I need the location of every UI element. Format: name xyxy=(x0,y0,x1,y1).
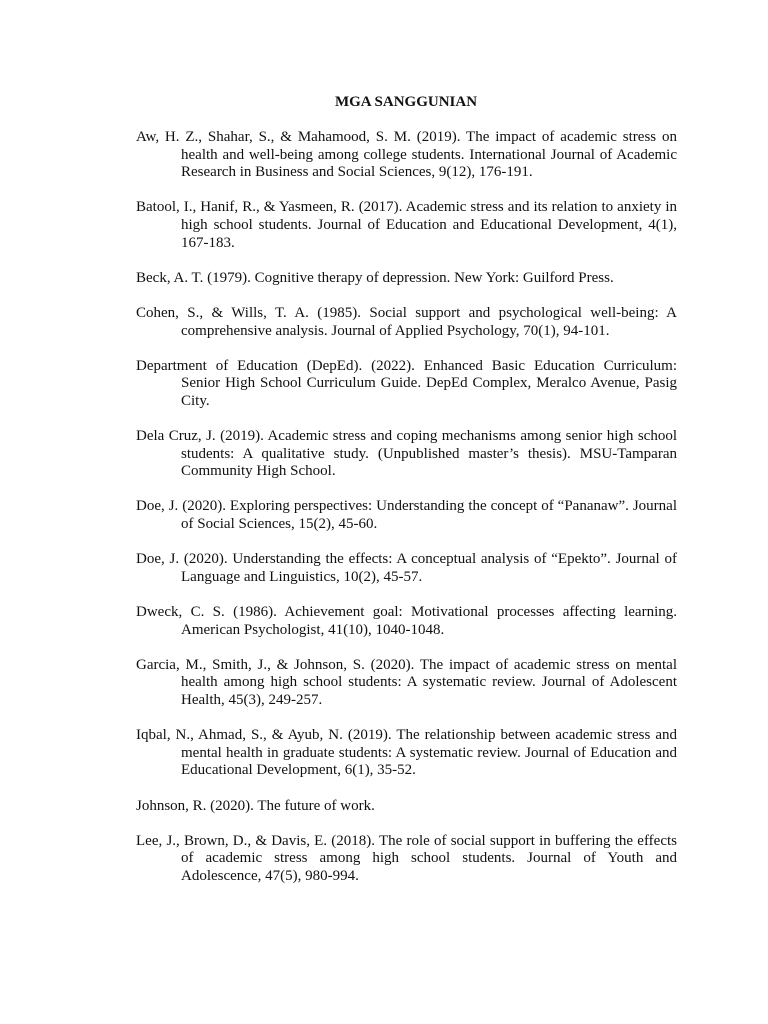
reference-entry: Department of Education (DepEd). (2022). Enhanced Basic Education Curriculum: Senior High School Curriculum Guide. DepEd Complex, Meralco Avenue, Pasig City. xyxy=(136,357,677,409)
reference-list xyxy=(136,129,677,903)
reference-entry: Lee, J., Brown, D., & Davis, E. (2018). The role of social support in buffering the effects of academic stress among high school students. Journal of Youth and Adolescence, 47(5), 980-994. xyxy=(136,832,677,884)
reference-entry: Aw, H. Z., Shahar, S., & Mahamood, S. M. (2019). The impact of academic stress on health and well-being among college students. International Journal of Academic Research in Business and Social Sciences, 9(12), 176-191. xyxy=(136,129,677,181)
reference-entry: Johnson, R. (2020). The future of work. xyxy=(136,797,375,814)
reference-entry: Dweck, C. S. (1986). Achievement goal: Motivational processes affecting learning. American Psychologist, 41(10), 1040-1048. xyxy=(136,604,677,638)
reference-entry: Batool, I., Hanif, R., & Yasmeen, R. (2017). Academic stress and its relation to anxiety in high school students. Journal of Education and Educational Development, 4(1), 167-183. xyxy=(136,199,677,251)
reference-entry: Beck, A. T. (1979). Cognitive therapy of depression. New York: Guilford Press. xyxy=(136,269,614,286)
reference-entry: Dela Cruz, J. (2019). Academic stress and coping mechanisms among senior high school students: A qualitative study. (Unpublished master’s thesis). MSU-Tamparan Community High School. xyxy=(136,428,677,480)
reference-entry: Doe, J. (2020). Understanding the effects: A conceptual analysis of “Epekto”. Journal of Language and Linguistics, 10(2), 45-57. xyxy=(136,551,677,585)
reference-entry: Cohen, S., & Wills, T. A. (1985). Social support and psychological well-being: A comprehensive analysis. Journal of Applied Psychology, 70(1), 94-101. xyxy=(136,304,677,339)
reference-entry: Garcia, M., Smith, J., & Johnson, S. (2020). The impact of academic stress on mental health among high school students: A systematic review. Journal of Adolescent Health, 45(3), 249-257. xyxy=(136,656,677,708)
reference-entry: Iqbal, N., Ahmad, S., & Ayub, N. (2019). The relationship between academic stress and mental health in graduate students: A systematic review. Journal of Education and Educational Development, 6(1), 35-52. xyxy=(136,727,677,779)
page-title: MGA SANGGUNIAN xyxy=(334,94,478,110)
reference-entry: Doe, J. (2020). Exploring perspectives: Understanding the concept of “Pananaw”. Journal of Social Sciences, 15(2), 45-60. xyxy=(136,498,677,533)
